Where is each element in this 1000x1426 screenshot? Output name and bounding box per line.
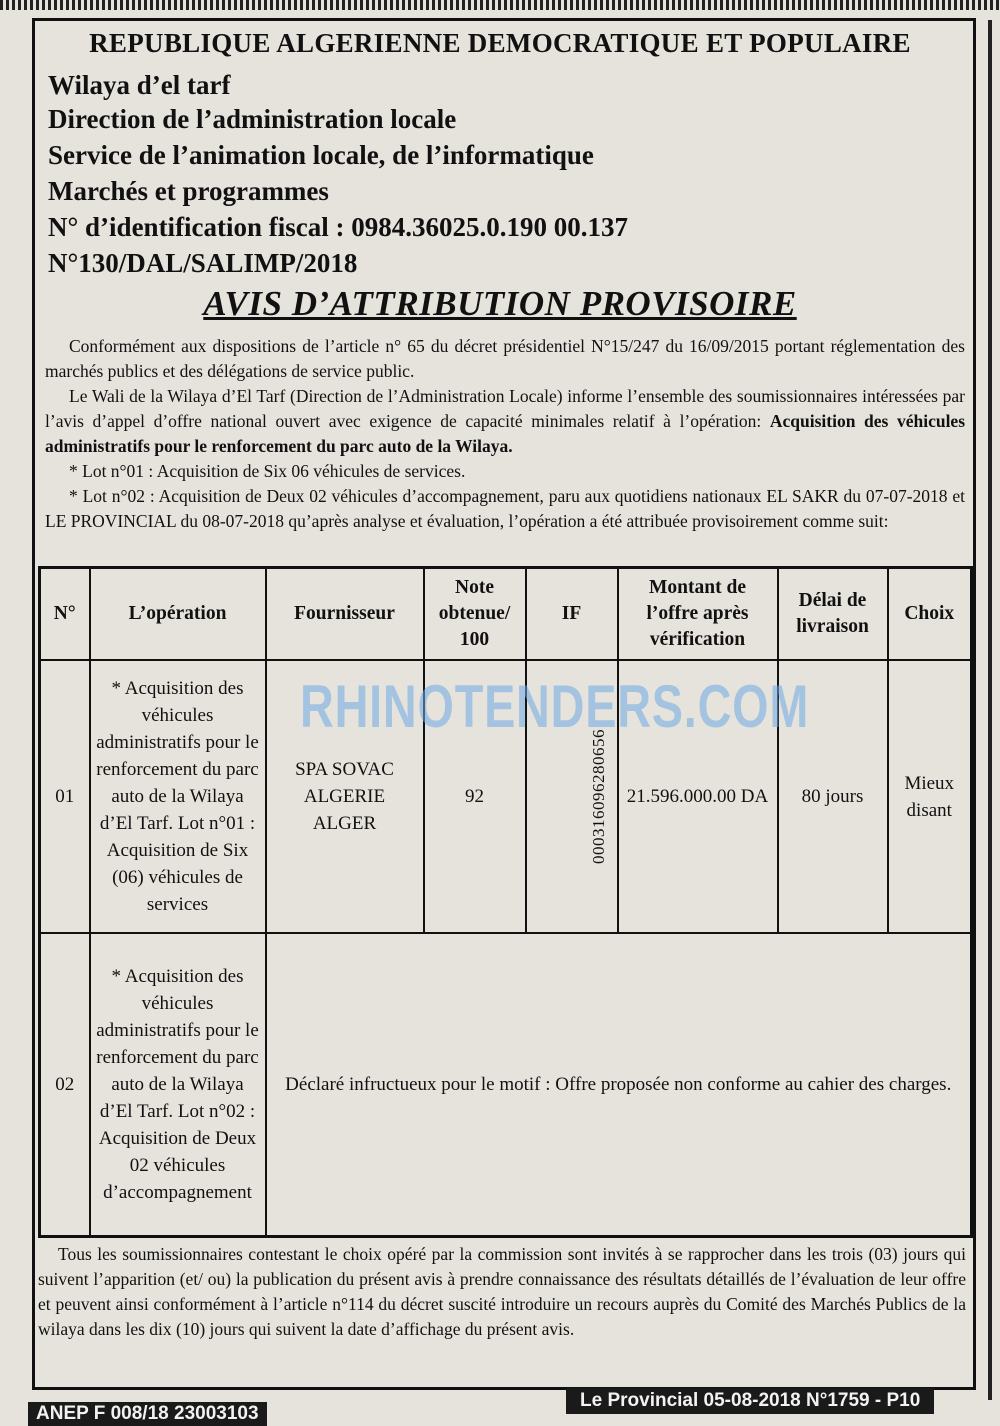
row1-if: 000316096280656	[588, 729, 608, 865]
header-num: N°	[40, 568, 90, 660]
header-score: Note obtenue/ 100	[424, 568, 526, 660]
row2-num: 02	[40, 933, 90, 1236]
row1-operation: * Acquisition des véhicules administratifs pour le renforcement du parc auto de la Wilaya d’El Tarf. Lot n°01 : Acquisition de Six (06) véhicules de services	[90, 660, 266, 933]
row1-score: 92	[424, 660, 526, 933]
header-choice: Choix	[888, 568, 972, 660]
row1-amount: 21.596.000.00 DA	[618, 660, 778, 933]
lot-2-text: * Lot n°02 : Acquisition de Deux 02 véhicules d’accompagnement, paru aux quotidiens nationaux EL SAKR du 07-07-2018 et LE PROVINCIAL du 08-07-2018 qu’après analyse et évaluation, l’opération a été attribuée provisoirement comme suit:	[45, 486, 965, 531]
column-rule	[988, 20, 992, 1400]
top-border-strip	[0, 0, 1000, 10]
lot-2-paragraph	[45, 484, 965, 534]
intro-text-2: Le Wali de la Wilaya d’El Tarf (Direction de l’Administration Locale) informe l’ensemble des soumissionnaires intéressées par l’avis d’appel d’offre national ouvert avec exigence de capacité minimales relatif à l’opération:	[45, 386, 965, 431]
row1-num: 01	[40, 660, 90, 933]
results-table	[38, 566, 973, 1238]
intro-paragraph-2	[45, 384, 965, 459]
header-amount: Montant de l’offre après vérification	[618, 568, 778, 660]
publication-reference: Le Provincial 05-08-2018 N°1759 - P10	[566, 1388, 934, 1414]
row2-result: Déclaré infructueux pour le motif : Offre proposée non conforme au cahier des charges.	[266, 933, 972, 1236]
header-if: IF	[526, 568, 618, 660]
intro-paragraph-1	[45, 334, 965, 384]
row1-supplier: SPA SOVAC ALGERIE ALGER	[266, 660, 424, 933]
marches-line: Marchés et programmes	[48, 176, 329, 206]
watermark-text: RHINOTENDERS.COM	[300, 673, 810, 740]
row1-choice: Mieux disant	[888, 660, 972, 933]
lot-1-text: * Lot n°01 : Acquisition de Six 06 véhicules de services.	[69, 461, 466, 481]
table-header-row	[40, 568, 972, 660]
fiscal-id-line: N° d’identification fiscal : 0984.36025.0.190 00.137	[48, 212, 629, 242]
reference-number: N°130/DAL/SALIMP/2018	[48, 248, 358, 278]
closing-paragraph	[38, 1242, 966, 1342]
lot-1-line	[45, 459, 965, 484]
row2-operation: * Acquisition des véhicules administratifs pour le renforcement du parc auto de la Wilaya d’El Tarf. Lot n°02 : Acquisition de Deux 02 véhicules d’accompagnement	[90, 933, 266, 1236]
header-delivery: Délai de livraison	[778, 568, 888, 660]
direction-line: Direction de l’administration locale	[48, 104, 457, 134]
row1-delivery: 80 jours	[778, 660, 888, 933]
header-supplier: Fournisseur	[266, 568, 424, 660]
service-line: Service de l’animation locale, de l’informatique	[48, 140, 594, 170]
intro-text-1: Conformément aux dispositions de l’article n° 65 du décret présidentiel N°15/247 du 16/09/2015 portant réglementation des marchés publics et des délégations de service public.	[45, 336, 965, 381]
wilaya-line: Wilaya d’el tarf	[48, 70, 231, 100]
table-row	[40, 933, 972, 1236]
closing-text: Tous les soumissionnaires contestant le choix opéré par la commission sont invités à se rapprocher dans les trois (03) jours qui suivent l’apparition (et/ ou) la publication du présent avis à prendre connaissance des résultats détaillés de l’évaluation de leur offre et peuvent ainsi conformément à l’article n°114 du décret suscité introduire un recours auprès du Comité des Marchés Publics de la wilaya dans les dix (10) jours qui suivent la date d’affichage du présent avis.	[38, 1244, 966, 1339]
operation-name: Acquisition des véhicules administratifs pour le renforcement du parc auto de la Wilaya.	[45, 411, 966, 456]
country-heading: REPUBLIQUE ALGERIENNE DEMOCRATIQUE ET POPULAIRE	[89, 28, 911, 58]
notice-title: AVIS D’ATTRIBUTION PROVISOIRE	[203, 284, 797, 323]
anep-reference: ANEP F 008/18 23003103	[28, 1402, 267, 1426]
header-operation: L’opération	[90, 568, 266, 660]
